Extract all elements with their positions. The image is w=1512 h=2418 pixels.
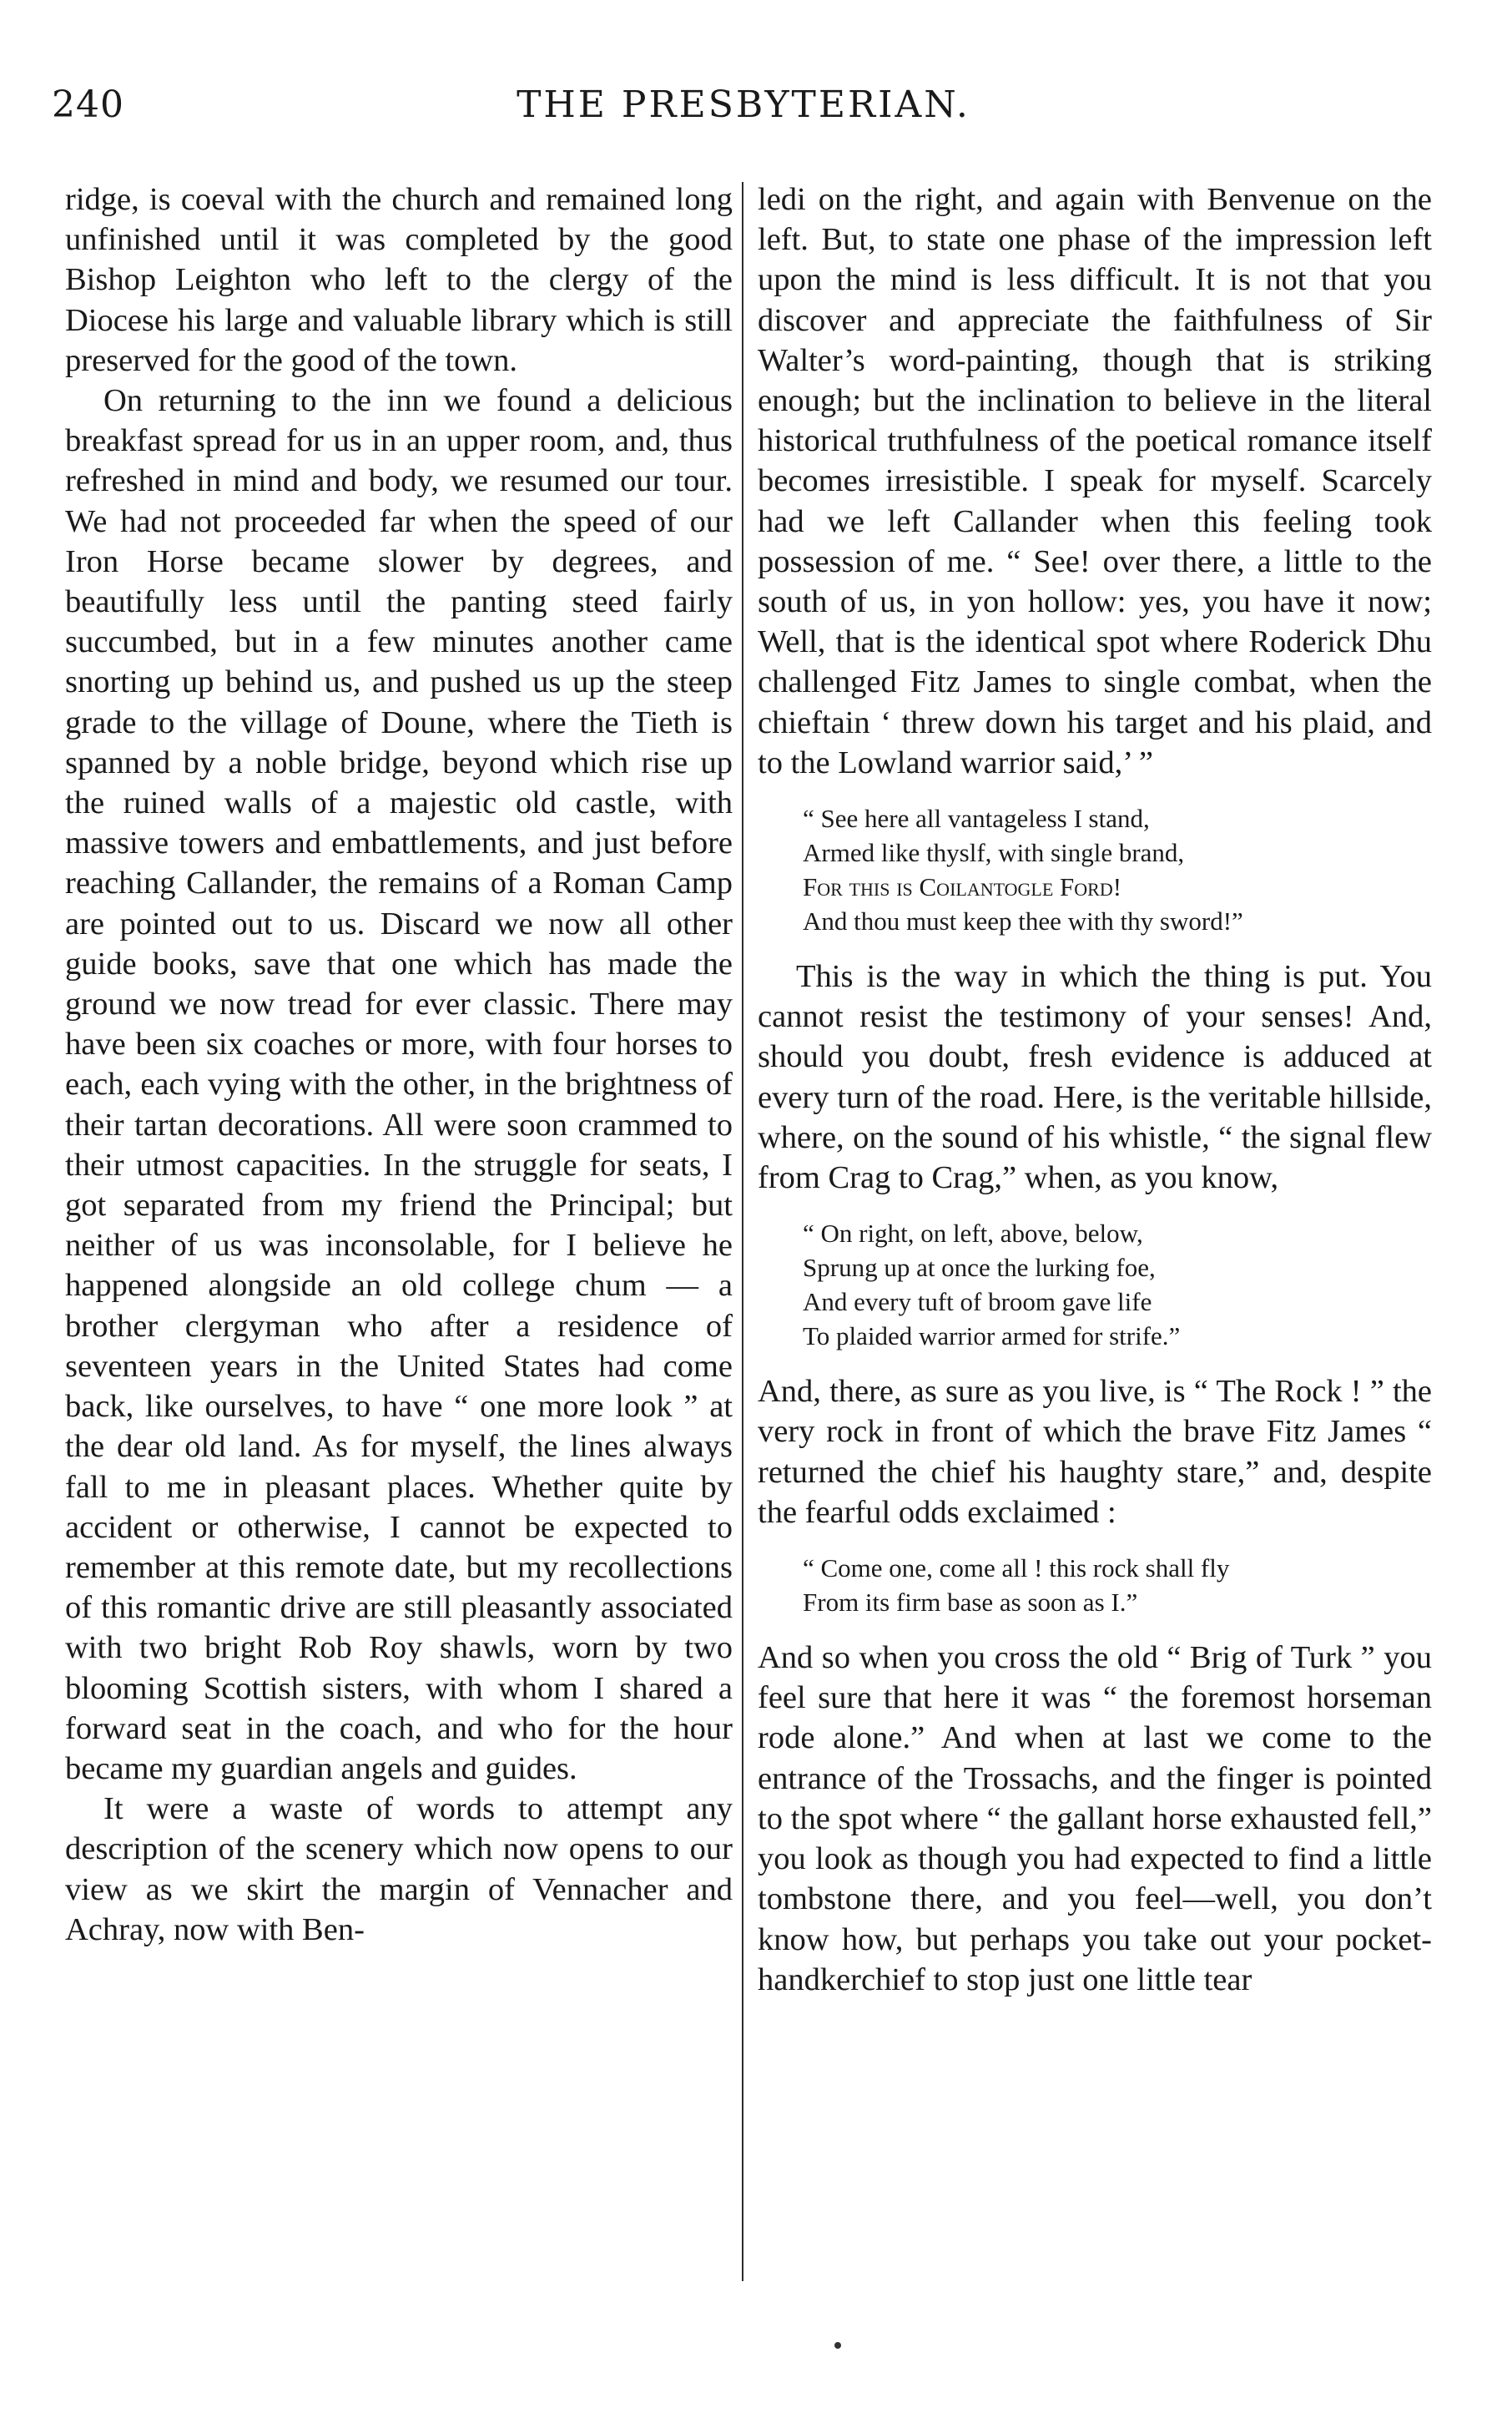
page-number: 240 [52, 83, 124, 126]
journal-title: THE PRESBYTERIAN. [517, 83, 970, 126]
running-head [52, 83, 1435, 142]
verse-lurking-foe [803, 1216, 1432, 1353]
verse-line: “ On right, on left, above, below, [803, 1219, 1143, 1249]
verse-line: Sprung up at once the lurking foe, [803, 1253, 1156, 1283]
right-paragraph-4: And so when you cross the old “ Brig of Turk ” you feel sure that here it was “ the foremost horseman rode alone.” And when at last we come to the entrance of the Trossachs, and the finger is pointed to the spot where “ the gallant horse exhausted fell,” you look as though you had expected to find a little tombstone there, and you feel—well, you don’t know how, but perhaps you take out your pocket-handkerchief to stop just one little tear [758, 1640, 1432, 1997]
verse-the-rock [803, 1551, 1432, 1619]
left-column [65, 179, 733, 1950]
verse-line: Armed like thyslf, with single brand, [803, 838, 1185, 868]
left-paragraph-3: It were a waste of words to attempt any description of the scenery which now opens to our view as we skirt the margin of Vennacher and Achray, now with Ben- [65, 1791, 733, 1947]
left-paragraph-2: On returning to the inn we found a delicious breakfast spread for us in an upper room, and, thus refreshed in mind and body, we resumed our tour. We had not proceeded far when the speed of our Iron Horse became slower by degrees, and beautifully less until the panting steed fairly succumbed, but in a few minutes another came snorting up behind us, and pushed us up the steep grade to the village of Doune, where the Tieth is spanned by a noble bridge, beyond which rise up the ruined walls of a majestic old castle, with massive towers and embattlements, and just before reaching Callander, the remains of a Roman Camp are pointed out to us. Discard we now all other guide books, save that one which has made the ground we now tread for ever classic. There may have been six coaches or more, with four horses to each, each vying with the other, in the brightness of their tartan decorations. All were soon crammed to their utmost capacities. In the struggle for seats, I got separated from my friend the Principal; but neither of us was inconsolable, for I believe he happened alongside an old college chum — a brother clergyman who after a residence of seventeen years in the United States had come back, like ourselves, to have “ one more look ” at the dear old land. As for myself, the lines always fall to me in pleasant places. Whether quite by accident or otherwise, I cannot be expected to remember at this remote date, but my recollections of this romantic drive are still pleasantly associated with two bright Rob Roy shawls, worn by two blooming Scottish sisters, with whom I shared a forward seat in the coach, and who for the hour became my guardian angels and guides. [65, 383, 733, 1786]
page-mark [834, 2342, 841, 2349]
verse-coilantogle [803, 801, 1432, 938]
verse-line: And thou must keep thee with thy sword!” [803, 906, 1243, 936]
verse-line: For this is Coilantogle Ford! [803, 872, 1122, 902]
right-paragraph-2: This is the way in which the thing is put. You cannot resist the testimony of your senses! And, should you doubt, fresh evidence is adduced at every turn of the road. Here, is the veritable hillside, where, on the sound of his whistle, “ the signal flew from Crag to Crag,” when, as you know, [758, 959, 1432, 1196]
verse-line: From its firm base as soon as I.” [803, 1588, 1138, 1618]
right-column [758, 179, 1432, 2000]
left-paragraph-1: ridge, is coeval with the church and remained long unfinished until it was completed by the good Bishop Leighton who left to the clergy of the Diocese his large and valuable library which is still preserved for the good of the town. [65, 182, 733, 378]
right-paragraph-3: And, there, as sure as you live, is “ The Rock ! ” the very rock in front of which the brave Fitz James “ returned the chief his haughty stare,” and, despite the fearful odds exclaimed : [758, 1374, 1432, 1530]
right-paragraph-1: ledi on the right, and again with Benvenue on the left. But, to state one phase of the impression left upon the mind is less difficult. It is not that you discover and appreciate the faithfulness of Sir Walter’s word-painting, though that is striking enough; but the inclination to believe in the literal historical truthfulness of the poetical romance itself becomes irresistible. I speak for myself. Scarcely had we left Callander when this feeling took possession of me. “ See! over there, a little to the south of us, in yon hollow: yes, you have it now; Well, that is the identical spot where Roderick Dhu challenged Fitz James to single combat, when the chieftain ‘ threw down his target and his plaid, and to the Lowland warrior said,’ ” [758, 182, 1432, 780]
verse-line: “ Come one, come all ! this rock shall fly [803, 1553, 1230, 1583]
column-divider [742, 182, 743, 2281]
verse-line: “ See here all vantageless I stand, [803, 804, 1150, 834]
verse-line: And every tuft of broom gave life [803, 1287, 1152, 1317]
verse-line: To plaided warrior armed for strife.” [803, 1321, 1181, 1351]
